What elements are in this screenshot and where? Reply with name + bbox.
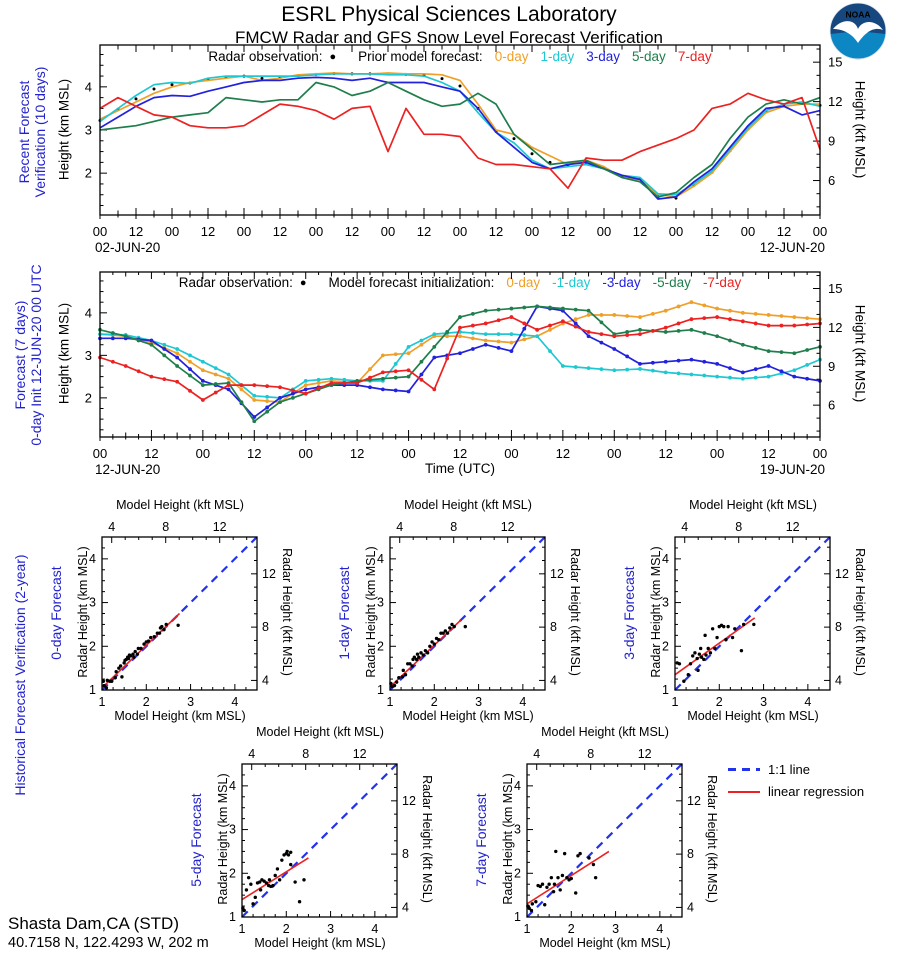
tick-label: 00 [740, 224, 756, 239]
radar-observation-marker-icon: ● [329, 50, 337, 63]
tick-label: 1 [238, 922, 246, 936]
legend-item-5-day: 5-day [632, 49, 666, 64]
tick-label: 1 [377, 683, 384, 697]
panel2-side-label-line1: Forecast (7 days) [12, 300, 28, 410]
scatter-title-1day: 1-day Forecast [336, 566, 352, 660]
tick-label: 2 [567, 922, 575, 936]
tick-label: 12 [637, 747, 652, 761]
tick-label: 4 [248, 747, 256, 761]
legend-item-1-day: 1-day [540, 49, 575, 64]
series-line-5-day [100, 83, 820, 197]
panel1-side-label-line1: Recent Forecast [16, 80, 32, 184]
tick-label: 3 [187, 695, 195, 709]
tick-label: 12 [500, 520, 515, 534]
tick-label: 12 [212, 520, 227, 534]
panel1-y-axis-label: Height (km MSL) [56, 78, 72, 181]
tick-label: 12 [402, 793, 416, 808]
scatter-right-axis-label: Radar Height (kft MSL) [280, 548, 294, 676]
scatter-bottom-axis-label: Model Height (km MSL) [254, 936, 386, 950]
tick-label: 00 [92, 224, 108, 239]
tick-label: 4 [396, 520, 404, 534]
tick-label: 00 [298, 446, 313, 461]
series-line-3-day [100, 77, 820, 199]
panel2-right-axis-label: Height (kft MSL) [852, 304, 868, 403]
tick-label: 12 [200, 224, 216, 239]
tick-label: 8 [835, 620, 842, 635]
historical-section-label: Historical Forecast Verification (2-year) [12, 554, 28, 796]
one-to-one-line-sample [728, 768, 760, 771]
tick-label: 4 [804, 695, 812, 709]
tick-label: 12 [835, 566, 849, 581]
tick-label: 4 [377, 551, 384, 566]
scatter-title-5day: 5-day Forecast [188, 793, 204, 887]
recent-verification-chart [0, 40, 898, 264]
legend-item-m3-day: -3-day [602, 275, 641, 290]
tick-label: 1 [523, 922, 531, 936]
tick-label: 4 [687, 900, 694, 915]
scatter-plot-5day [188, 722, 442, 954]
legend-row-regression [728, 784, 864, 799]
scatter-canvas-1day [350, 495, 590, 709]
tick-label: 00 [504, 446, 519, 461]
scatter-legend [728, 762, 864, 806]
station-location: 40.7158 N, 122.4293 W, 202 m [8, 935, 209, 951]
scatter-left-axis-label: Radar Height (km MSL) [76, 546, 90, 678]
scatter-points [241, 850, 306, 912]
scatter-top-axis-label: Model Height (kft MSL) [689, 498, 817, 512]
tick-label: 8 [262, 620, 269, 635]
tick-label: 2 [84, 390, 92, 406]
tick-label: 00 [607, 446, 622, 461]
regression-line [242, 858, 308, 900]
tick-label: 2 [430, 695, 438, 709]
one-to-one-line [527, 764, 682, 917]
tick-label: 9 [828, 358, 836, 374]
series-line--1-day [100, 332, 820, 398]
tick-label: 12-JUN-20 [95, 462, 161, 477]
tick-label: 12 [828, 319, 843, 335]
legend-item-0-day: 0-day [494, 49, 529, 64]
regression-line [390, 620, 461, 687]
tick-label: 3 [760, 695, 768, 709]
radar-observation-marker-icon: ● [299, 276, 307, 289]
tick-label: 3 [84, 347, 92, 363]
series-markers--1-day [98, 330, 822, 400]
tick-label: 00 [308, 224, 324, 239]
tick-label: 00 [195, 446, 211, 461]
scatter-plot-3day [621, 495, 875, 727]
axes-ticks [100, 272, 820, 441]
tick-label: 4 [681, 520, 689, 534]
scatter-top-axis-label: Model Height (kft MSL) [256, 725, 384, 739]
tick-label: 00 [164, 224, 180, 239]
tick-label: 4 [533, 747, 541, 761]
scatter-title-0day: 0-day Forecast [48, 566, 64, 660]
tick-label: 3 [84, 122, 92, 138]
scatter-left-axis-label: Radar Height (km MSL) [216, 773, 230, 905]
legend-item-m7-day: -7-day [702, 275, 742, 290]
tick-label: 00 [709, 446, 725, 461]
scatter-bottom-axis-label: Model Height (km MSL) [539, 936, 671, 950]
tick-label: 8 [550, 620, 557, 635]
tick-label: 8 [735, 520, 743, 534]
one-to-one-label: 1:1 line [768, 762, 810, 777]
tick-label: 8 [587, 747, 595, 761]
tick-label: 12 [349, 446, 365, 461]
tick-label: 9 [828, 133, 836, 149]
tick-label: 2 [514, 866, 521, 881]
tick-label: 12 [761, 446, 776, 461]
tick-label: 15 [828, 54, 843, 70]
tick-label: 2 [377, 639, 384, 654]
tick-label: 12 [632, 224, 648, 239]
tick-label: 4 [656, 922, 664, 936]
tick-label: 4 [89, 551, 96, 566]
tick-label: 12 [262, 566, 276, 581]
forecast-chart [0, 267, 898, 482]
tick-label: 4 [231, 695, 239, 709]
tick-label: 00 [452, 224, 468, 239]
series-markers--7-day [98, 315, 822, 402]
tick-label: 00 [236, 224, 252, 239]
regression-line-sample [728, 791, 760, 793]
panel2-y-axis-label: Height (km MSL) [56, 302, 72, 405]
tick-label: 4 [550, 673, 557, 688]
legend-item-0-day: 0-day [506, 275, 541, 290]
tick-label: 6 [828, 173, 836, 189]
tick-label: 6 [828, 397, 836, 413]
tick-label: 3 [612, 922, 620, 936]
series-markers--3-day [98, 305, 822, 419]
tick-label: 1 [229, 910, 236, 924]
tick-label: 4 [84, 305, 92, 321]
tick-label: 12 [488, 224, 504, 239]
plot-frame [100, 45, 820, 215]
tick-label: 12 [128, 224, 144, 239]
tick-label: 3 [514, 822, 521, 837]
tick-label: 2 [142, 695, 150, 709]
axes-ticks [100, 45, 820, 219]
tick-label: 00 [596, 224, 612, 239]
tick-label: 1 [386, 695, 394, 709]
one-to-one-line [242, 764, 397, 917]
scatter-top-axis-label: Model Height (kft MSL) [404, 498, 532, 512]
scatter-top-axis-label: Model Height (kft MSL) [116, 498, 244, 512]
tick-label: 1 [671, 695, 679, 709]
tick-label: 00 [92, 446, 108, 461]
tick-label: 12 [555, 446, 571, 461]
tick-label: 15 [828, 281, 843, 296]
tick-label: 12 [344, 224, 360, 239]
tick-label: 8 [402, 847, 409, 862]
tick-label: 1 [89, 683, 96, 697]
tick-label: 00 [812, 224, 828, 239]
scatter-left-axis-label: Radar Height (km MSL) [501, 773, 515, 905]
tick-label: 1 [98, 695, 106, 709]
tick-label: 8 [450, 520, 458, 534]
tick-label: 12 [452, 446, 468, 461]
legend-row-one-to-one [728, 762, 864, 777]
tick-label: 3 [229, 822, 236, 837]
tick-label: 12 [687, 793, 701, 808]
station-name: Shasta Dam,CA (STD) [8, 914, 179, 933]
tick-label: 2 [229, 866, 236, 881]
tick-label: 12 [785, 520, 800, 534]
tick-label: 3 [475, 695, 483, 709]
one-to-one-line [675, 537, 830, 690]
scatter-right-axis-label: Radar Height (kft MSL) [705, 775, 719, 903]
panel2-side-label-line2: 0-day Init 12-JUN-20 00 UTC [28, 264, 44, 446]
tick-label: 8 [687, 847, 694, 862]
scatter-canvas-7day [487, 722, 727, 936]
tick-label: 12 [658, 446, 673, 461]
tick-label: 1 [514, 910, 521, 924]
tick-label: 4 [262, 673, 269, 688]
scatter-left-axis-label: Radar Height (km MSL) [649, 546, 663, 678]
tick-label: 2 [84, 165, 92, 181]
legend-item-m1-day: -1-day [552, 275, 591, 290]
scatter-points [676, 623, 756, 683]
scatter-canvas-3day [635, 495, 875, 709]
tick-label: 3 [377, 595, 384, 610]
tick-label: 2 [89, 639, 96, 654]
tick-label: 12 [416, 224, 432, 239]
tick-label: 4 [662, 551, 669, 566]
tick-label: 00 [812, 446, 828, 461]
noaa-logo-text: NOAA [845, 9, 871, 20]
scatter-bottom-axis-label: Model Height (km MSL) [402, 709, 534, 723]
tick-label: 12 [704, 224, 720, 239]
legend-item-3-day: 3-day [586, 49, 621, 64]
scatter-bottom-axis-label: Model Height (km MSL) [114, 709, 246, 723]
scatter-right-axis-label: Radar Height (kft MSL) [420, 775, 434, 903]
tick-label: 2 [715, 695, 723, 709]
scatter-top-axis-label: Model Height (kft MSL) [541, 725, 669, 739]
tick-label: 12 [828, 94, 843, 110]
scatter-plot-1day [336, 495, 590, 727]
tick-label: 2 [662, 639, 669, 654]
scatter-canvas-5day [202, 722, 442, 936]
tick-label: 8 [162, 520, 170, 534]
tick-label: 2 [282, 922, 290, 936]
scatter-left-axis-label: Radar Height (km MSL) [364, 546, 378, 678]
tick-label: 19-JUN-20 [759, 462, 825, 477]
tick-label: 00 [668, 224, 684, 239]
tick-label: 4 [371, 922, 379, 936]
page-subtitle: FMCW Radar and GFS Snow Level Forecast Verification [235, 28, 663, 47]
page-title: ESRL Physical Sciences Laboratory [281, 3, 617, 26]
tick-label: 3 [662, 595, 669, 610]
legend-model-label: Prior model forecast: [358, 49, 483, 64]
tick-label: 00 [380, 224, 396, 239]
tick-label: 4 [514, 778, 521, 793]
tick-label: 00 [524, 224, 540, 239]
scatter-bottom-axis-label: Model Height (km MSL) [687, 709, 819, 723]
scatter-title-7day: 7-day Forecast [473, 793, 489, 887]
series-line--3-day [100, 306, 820, 417]
scatter-title-3day: 3-day Forecast [621, 566, 637, 660]
scatter-plot-0day [48, 495, 302, 727]
legend-obs-label: Radar observation: [208, 49, 323, 64]
tick-label: 12 [550, 566, 564, 581]
scatter-canvas-0day [62, 495, 302, 709]
tick-label: 00 [401, 446, 416, 461]
regression-label: linear regression [768, 784, 865, 799]
tick-label: 12 [776, 224, 792, 239]
tick-label: 12 [560, 224, 576, 239]
scatter-plot-7day [473, 722, 727, 954]
legend-obs-label: Radar observation: [178, 275, 293, 290]
tick-label: 4 [519, 695, 527, 709]
tick-label: 12 [352, 747, 367, 761]
panel1-right-axis-label: Height (kft MSL) [852, 80, 868, 179]
legend-item-m5-day: -5-day [652, 275, 691, 290]
panel2-x-axis-label: Time (UTC) [425, 461, 495, 476]
tick-label: 1 [662, 683, 669, 697]
tick-label: 4 [835, 673, 842, 688]
tick-label: 02-JUN-20 [95, 240, 161, 255]
legend-model-label: Model forecast initialization: [328, 275, 495, 290]
tick-label: 3 [327, 922, 335, 936]
tick-label: 12 [247, 446, 262, 461]
tick-label: 3 [89, 595, 96, 610]
tick-label: 4 [402, 900, 409, 915]
legend-item-7-day: 7-day [677, 49, 712, 64]
scatter-right-axis-label: Radar Height (kft MSL) [853, 548, 867, 676]
regression-line [675, 618, 755, 675]
tick-label: 12-JUN-20 [759, 240, 825, 255]
tick-label: 4 [84, 79, 92, 95]
tick-label: 4 [108, 520, 116, 534]
tick-label: 4 [229, 778, 236, 793]
tick-label: 12 [144, 446, 159, 461]
tick-label: 8 [302, 747, 310, 761]
panel1-side-label-line2: Verification (10 days) [32, 66, 48, 198]
tick-label: 12 [272, 224, 288, 239]
scatter-right-axis-label: Radar Height (kft MSL) [568, 548, 582, 676]
